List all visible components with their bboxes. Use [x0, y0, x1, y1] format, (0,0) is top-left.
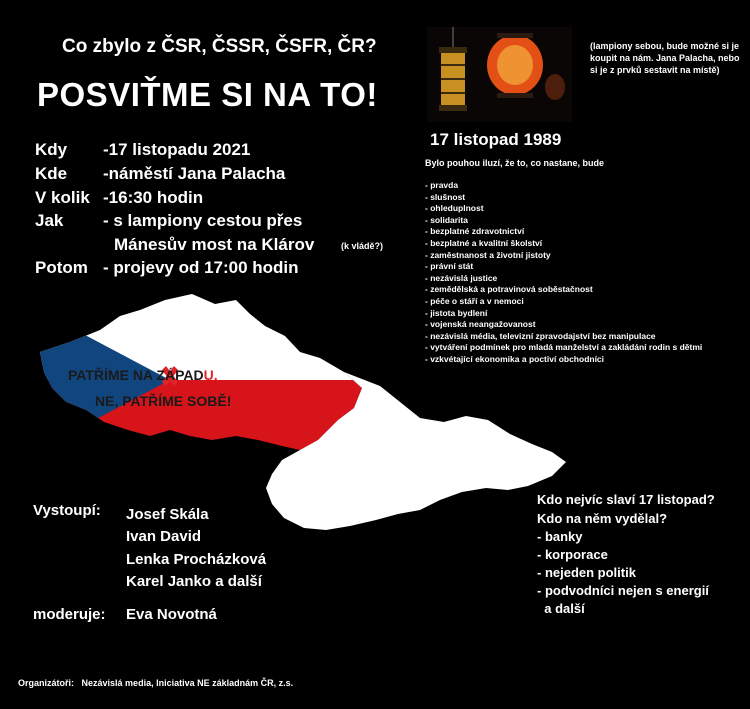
detail-value-then: - projevy od 17:00 hodin: [103, 258, 299, 277]
detail-value-route: Mánesův most na Klárov: [114, 235, 315, 254]
speaker-name: Karel Janko a další: [126, 573, 262, 590]
beneficiaries-list: [537, 528, 709, 618]
list-item: - banky: [537, 529, 583, 544]
section-title-1989: 17 listopad 1989: [430, 130, 562, 149]
moderator-name: Eva Novotná: [126, 606, 217, 623]
list-item: - korporace: [537, 547, 608, 562]
list-item: a další: [537, 601, 585, 616]
list-item: - péče o stáří a v nemoci: [425, 295, 524, 306]
list-item: - slušnost: [425, 191, 466, 202]
list-item: - zaměstnanost a životní jistoty: [425, 249, 551, 260]
event-headline: POSVIŤME SI NA TO!: [37, 76, 378, 113]
detail-label-when: Kdy: [35, 140, 68, 159]
detail-value-time: -16:30 hodin: [103, 188, 204, 207]
speaker-name: Ivan David: [126, 528, 202, 545]
speakers-label: Vystoupí:: [33, 502, 101, 519]
crossed-word: NA: [132, 367, 153, 383]
list-item: - bezplatné a kvalitní školství: [425, 237, 543, 248]
list-item: - ohleduplnost: [425, 203, 484, 214]
lantern-note: (lampiony sebou, bude možné si je koupit na nám. Jana Palacha, nebo si je z prvků sestavit na místě): [590, 41, 740, 75]
list-item: - solidarita: [425, 214, 468, 225]
question-2: Kdo na něm vydělal?: [537, 511, 668, 526]
list-item: - nejeden politik: [537, 565, 636, 580]
list-item: - vzkvétající ekonomika a poctiví obchodníci: [425, 353, 605, 364]
list-item: - právní stát: [425, 261, 474, 272]
questions-block: [537, 490, 715, 528]
detail-value-how: - s lampiony cestou přes: [103, 211, 303, 230]
question-1: Kdo nejvíc slaví 17 listopad?: [537, 492, 715, 507]
list-item: - podvodníci nejen s energií: [537, 583, 709, 598]
event-subtitle: Co zbylo z ČSR, ČSSR, ČSFR, ČR?: [62, 36, 377, 57]
list-item: - zemědělská a potravinová soběstačnost: [425, 284, 593, 295]
organizers-footer: [18, 678, 293, 688]
list-item: - pravda: [425, 180, 459, 190]
moderator-label: moderuje:: [33, 606, 106, 623]
list-item: - vytváření podmínek pro mladá manželství a zakládání rodin s dětmi: [425, 342, 703, 353]
detail-label-where: Kde: [35, 164, 68, 183]
speaker-name: Josef Skála: [126, 506, 209, 523]
detail-value-where: -náměstí Jana Palacha: [103, 164, 286, 183]
slogan-line-2: NE, PATŘÍME SOBĚ!: [95, 393, 232, 409]
list-item: - jistota bydlení: [425, 307, 488, 318]
list-item: - bezplatné zdravotnictví: [425, 226, 525, 237]
slogan-line-1: PATŘÍME NA ZÁPADU.: [68, 367, 218, 383]
lantern-left-icon: [439, 47, 467, 111]
organizers-label: Organizátoři:: [18, 678, 75, 688]
list-item: - vojenská neangažovanost: [425, 319, 536, 330]
detail-note: (k vládě?): [341, 241, 384, 251]
lanterns-photo: [427, 27, 572, 122]
speaker-name: Lenka Procházková: [126, 551, 267, 568]
list-item: - nezávislá justice: [425, 272, 498, 283]
detail-label-time: V kolik: [35, 188, 90, 207]
detail-label-how: Jak: [35, 211, 64, 230]
detail-label-then: Potom: [35, 258, 88, 277]
detail-value-when: -17 listopadu 2021: [103, 140, 251, 159]
organizers-text: Nezávislá media, Iniciativa NE základnám ČR, z.s.: [81, 678, 294, 688]
section-intro: Bylo pouhou iluzí, že to, co nastane, bude: [425, 158, 605, 168]
list-item: - nezávislá média, televizní zpravodajství bez manipulace: [425, 330, 656, 341]
